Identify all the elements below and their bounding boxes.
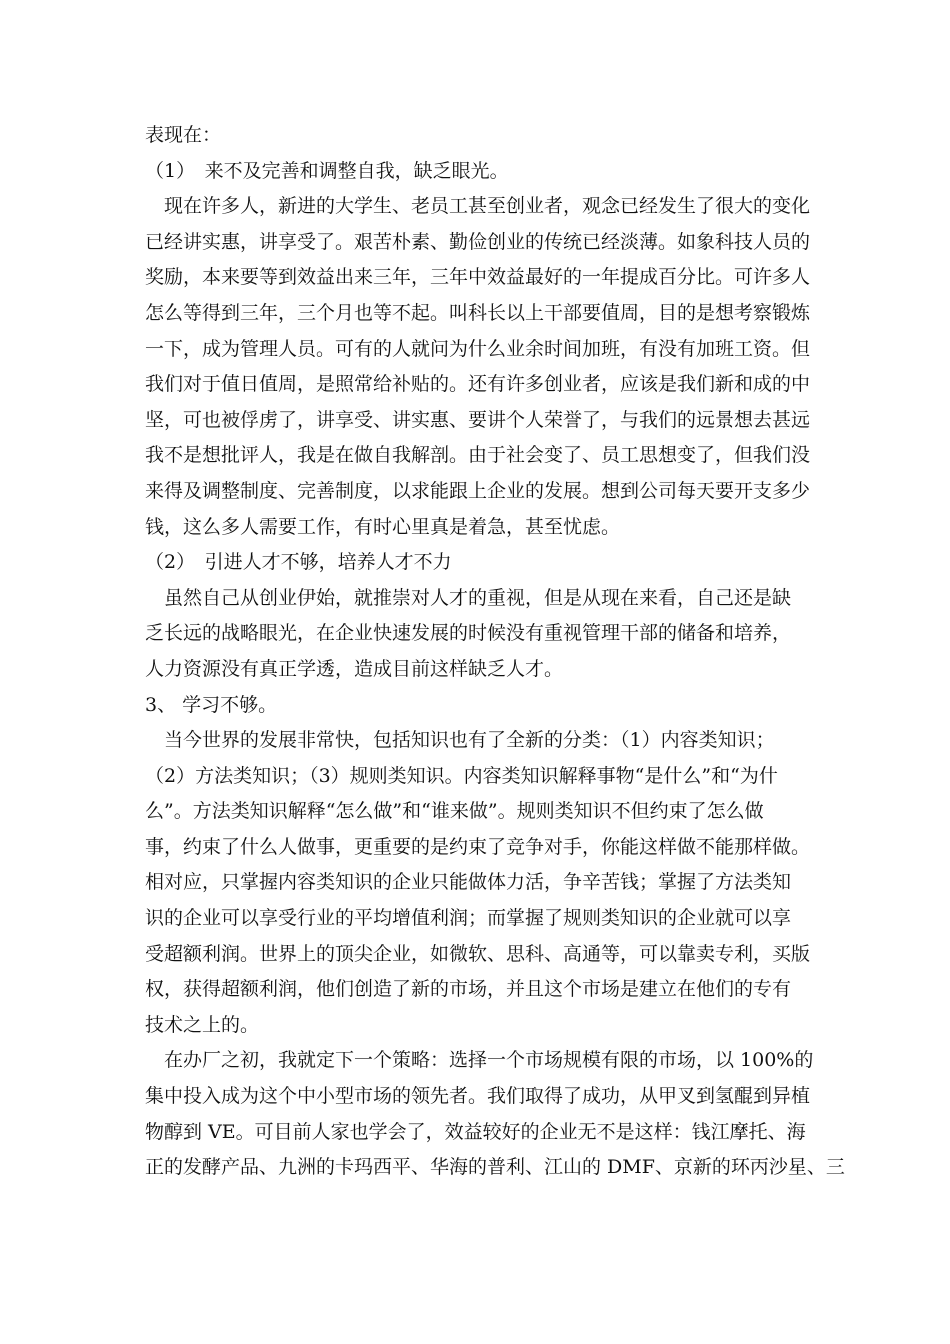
section-heading-3: 3、 学习不够。 <box>145 693 278 716</box>
paragraph-line: 人力资源没有真正学透，造成目前这样缺乏人才。 <box>145 657 564 680</box>
paragraph-line: 受超额利润。世界上的顶尖企业，如微软、思科、高通等，可以靠卖专利，买版 <box>145 942 811 965</box>
paragraph-line: （2）方法类知识；（3）规则类知识。内容类知识解释事物“是什么”和“为什 <box>145 764 778 787</box>
paragraph-line: 怎么等得到三年，三个月也等不起。叫科长以上干部要值周，目的是想考察锻炼 <box>145 301 811 324</box>
paragraph-line: 已经讲实惠，讲享受了。艰苦朴素、勤俭创业的传统已经淡薄。如象科技人员的 <box>145 230 811 253</box>
paragraph-line: 钱，这么多人需要工作，有时心里真是着急，甚至忧虑。 <box>145 515 621 538</box>
paragraph-line: 正的发酵产品、九洲的卡玛西平、华海的普利、江山的 DMF、京新的环丙沙星、三 <box>145 1156 845 1179</box>
paragraph-line: 虽然自己从创业伊始，就推崇对人才的重视，但是从现在来看，自己还是缺 <box>145 586 792 609</box>
paragraph-line: 技术之上的。 <box>145 1013 260 1036</box>
paragraph-line: 识的企业可以享受行业的平均增值利润；而掌握了规则类知识的企业就可以享 <box>145 907 792 930</box>
paragraph-line: 相对应，只掌握内容类知识的企业只能做体力活，争辛苦钱；掌握了方法类知 <box>145 871 792 894</box>
subheading-1: （1） 来不及完善和调整自我，缺乏眼光。 <box>145 159 509 182</box>
paragraph-line: 坚，可也被俘虏了，讲享受、讲实惠、要讲个人荣誉了，与我们的远景想去甚远 <box>145 408 811 431</box>
paragraph-line: 么”。方法类知识解释“怎么做”和“谁来做”。规则类知识不但约束了怎么做 <box>145 800 764 823</box>
paragraph-line: 我们对于值日值周，是照常给补贴的。还有许多创业者，应该是我们新和成的中 <box>145 373 811 396</box>
paragraph-line: 权，获得超额利润，他们创造了新的市场，并且这个市场是建立在他们的专有 <box>145 978 792 1001</box>
paragraph-line: 我不是想批评人，我是在做自我解剖。由于社会变了、员工思想变了，但我们没 <box>145 444 811 467</box>
paragraph-line: 奖励，本来要等到效益出来三年，三年中效益最好的一年提成百分比。可许多人 <box>145 266 811 289</box>
body-text <box>145 118 845 1186</box>
heading-line: 表现在： <box>145 124 222 146</box>
paragraph-line: 当今世界的发展非常快，包括知识也有了全新的分类：（1）内容类知识； <box>145 729 775 752</box>
paragraph-line: 在办厂之初，我就定下一个策略：选择一个市场规模有限的市场，以 100%的 <box>145 1049 814 1072</box>
paragraph-line: 集中投入成为这个中小型市场的领先者。我们取得了成功，从甲叉到氢醌到异植 <box>145 1085 811 1108</box>
subheading-2: （2） 引进人才不够，培养人才不力 <box>145 551 452 574</box>
paragraph-line: 事，约束了什么人做事，更重要的是约束了竞争对手，你能这样做不能那样做。 <box>145 835 811 858</box>
paragraph-line: 物醇到 VE。可目前人家也学会了，效益较好的企业无不是这样：钱江摩托、海 <box>145 1120 806 1143</box>
paragraph-line: 一下，成为管理人员。可有的人就问为什么业余时间加班，有没有加班工资。但 <box>145 337 811 360</box>
paragraph-line: 乏长远的战略眼光，在企业快速发展的时候没有重视管理干部的储备和培养， <box>145 622 792 645</box>
paragraph-line: 来得及调整制度、完善制度，以求能跟上企业的发展。想到公司每天要开支多少 <box>145 479 811 502</box>
paragraph-line: 现在许多人，新进的大学生、老员工甚至创业者，观念已经发生了很大的变化 <box>145 195 811 218</box>
